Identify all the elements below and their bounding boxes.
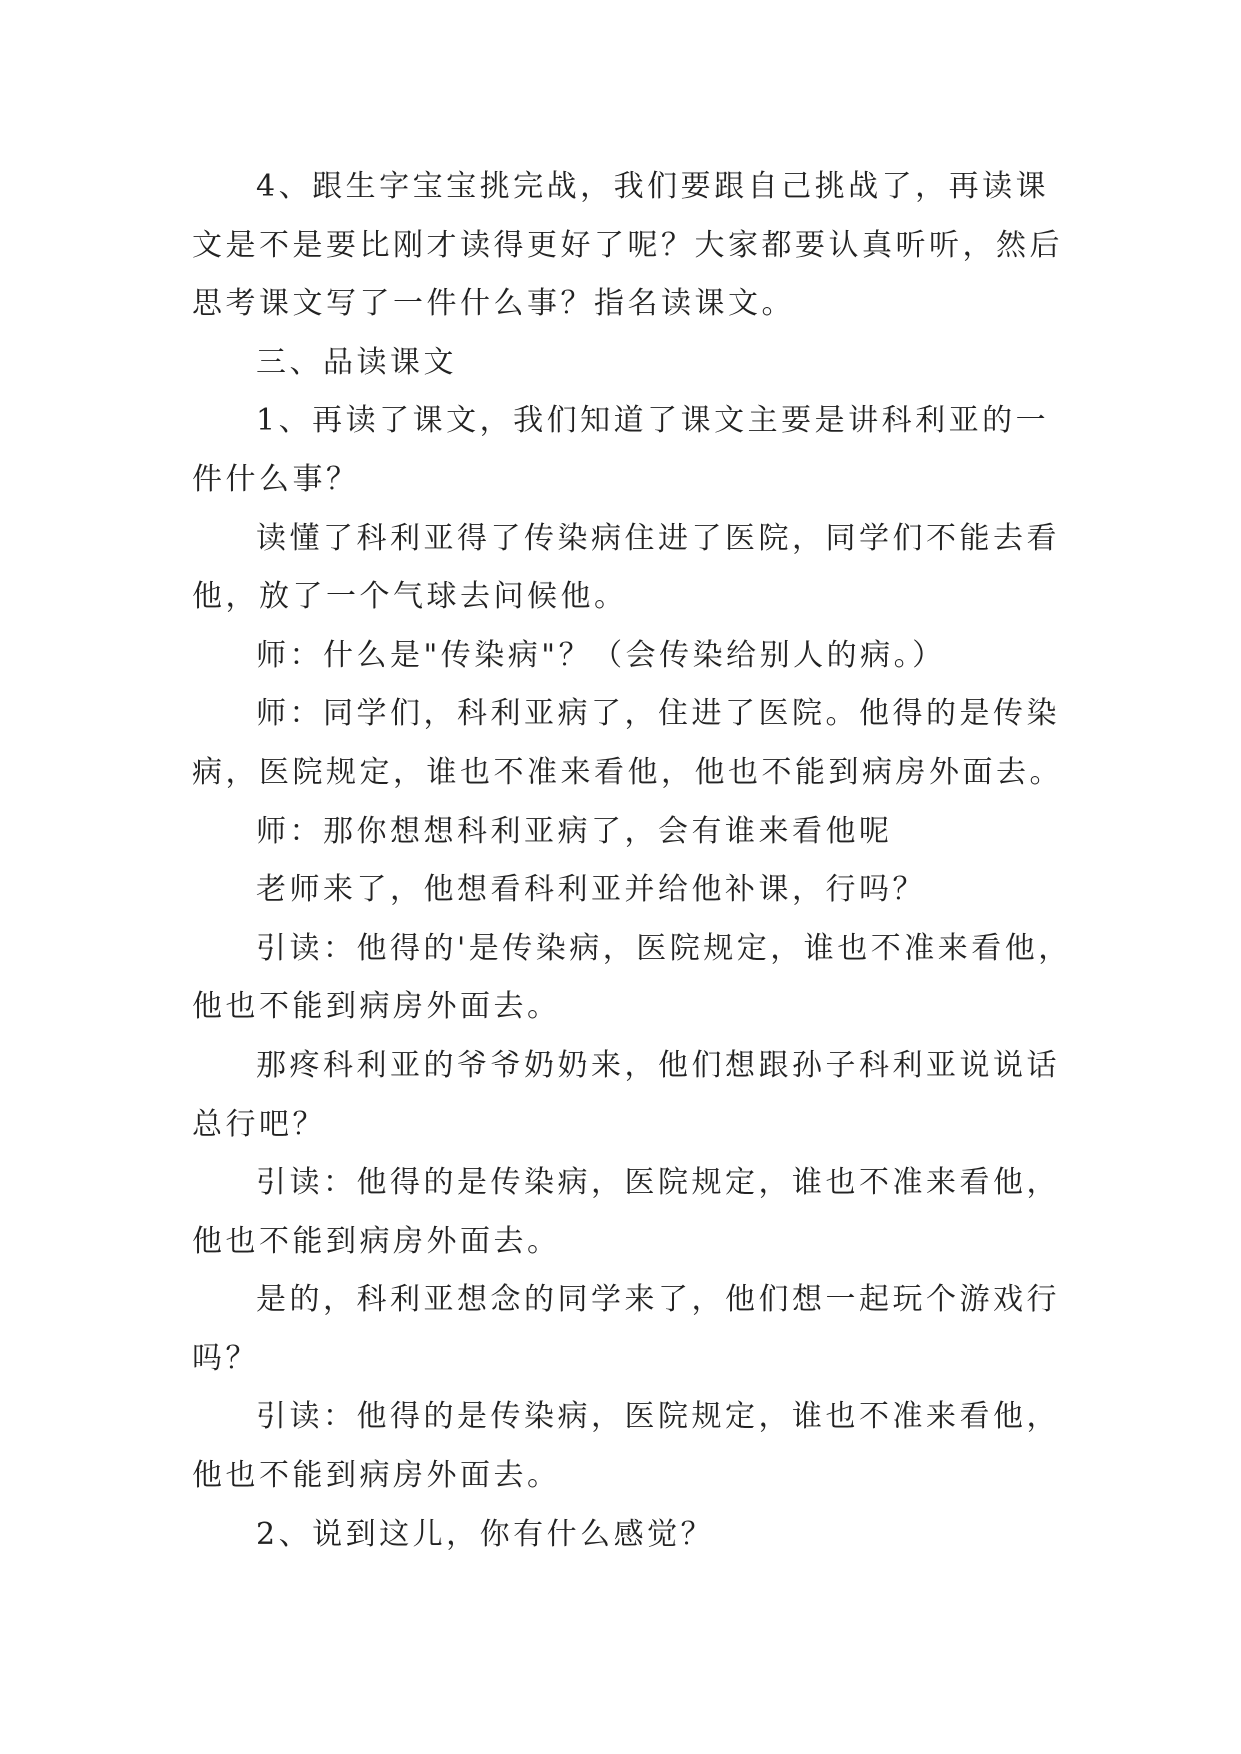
paragraph-answer-1: 读懂了科利亚得了传染病住进了医院，同学们不能去看他，放了一个气球去问候他。 <box>192 520 1060 615</box>
paragraph-grandparents-visit: 那疼科利亚的爷爷奶奶来，他们想跟孙子科利亚说说话总行吧？ <box>192 1047 1060 1142</box>
paragraph-guided-reading-3: 引读：他得的是传染病，医院规定，谁也不准来看他，他也不能到病房外面去。 <box>192 1399 1060 1494</box>
paragraph-question-1: 1、再读了课文，我们知道了课文主要是讲科利亚的一件什么事？ <box>192 403 1050 497</box>
paragraph-teacher-visit: 老师来了，他想看科利亚并给他补课，行吗？ <box>256 872 926 908</box>
paragraph-teacher-3: 师：那你想想科利亚病了，会有谁来看他呢 <box>256 813 893 849</box>
paragraph-question-2: 2、说到这儿，你有什么感觉？ <box>256 1516 715 1552</box>
paragraph-teacher-1: 师：什么是"传染病"？（会传染给别人的病。） <box>256 637 946 673</box>
paragraph-classmates-visit: 是的，科利亚想念的同学来了，他们想一起玩个游戏行吗？ <box>192 1282 1060 1376</box>
section-heading-3: 三、品读课文 <box>256 344 457 380</box>
paragraph-guided-reading-1: 引读：他得的'是传染病，医院规定，谁也不准来看他，他也不能到病房外面去。 <box>192 930 1072 1025</box>
paragraph-guided-reading-2: 引读：他得的是传染病，医院规定，谁也不准来看他，他也不能到病房外面去。 <box>192 1165 1060 1259</box>
paragraph-teacher-2: 师：同学们，科利亚病了，住进了医院。他得的是传染病，医院规定，谁也不准来看他，他也不能到病房外面去。 <box>192 696 1063 790</box>
document-body <box>192 158 1072 1564</box>
paragraph-task-4: 4、跟生字宝宝挑完战，我们要跟自己挑战了，再读课文是不是要比刚才读得更好了呢？大家都要认真听听，然后思考课文写了一件什么事？指名读课文。 <box>192 169 1063 322</box>
